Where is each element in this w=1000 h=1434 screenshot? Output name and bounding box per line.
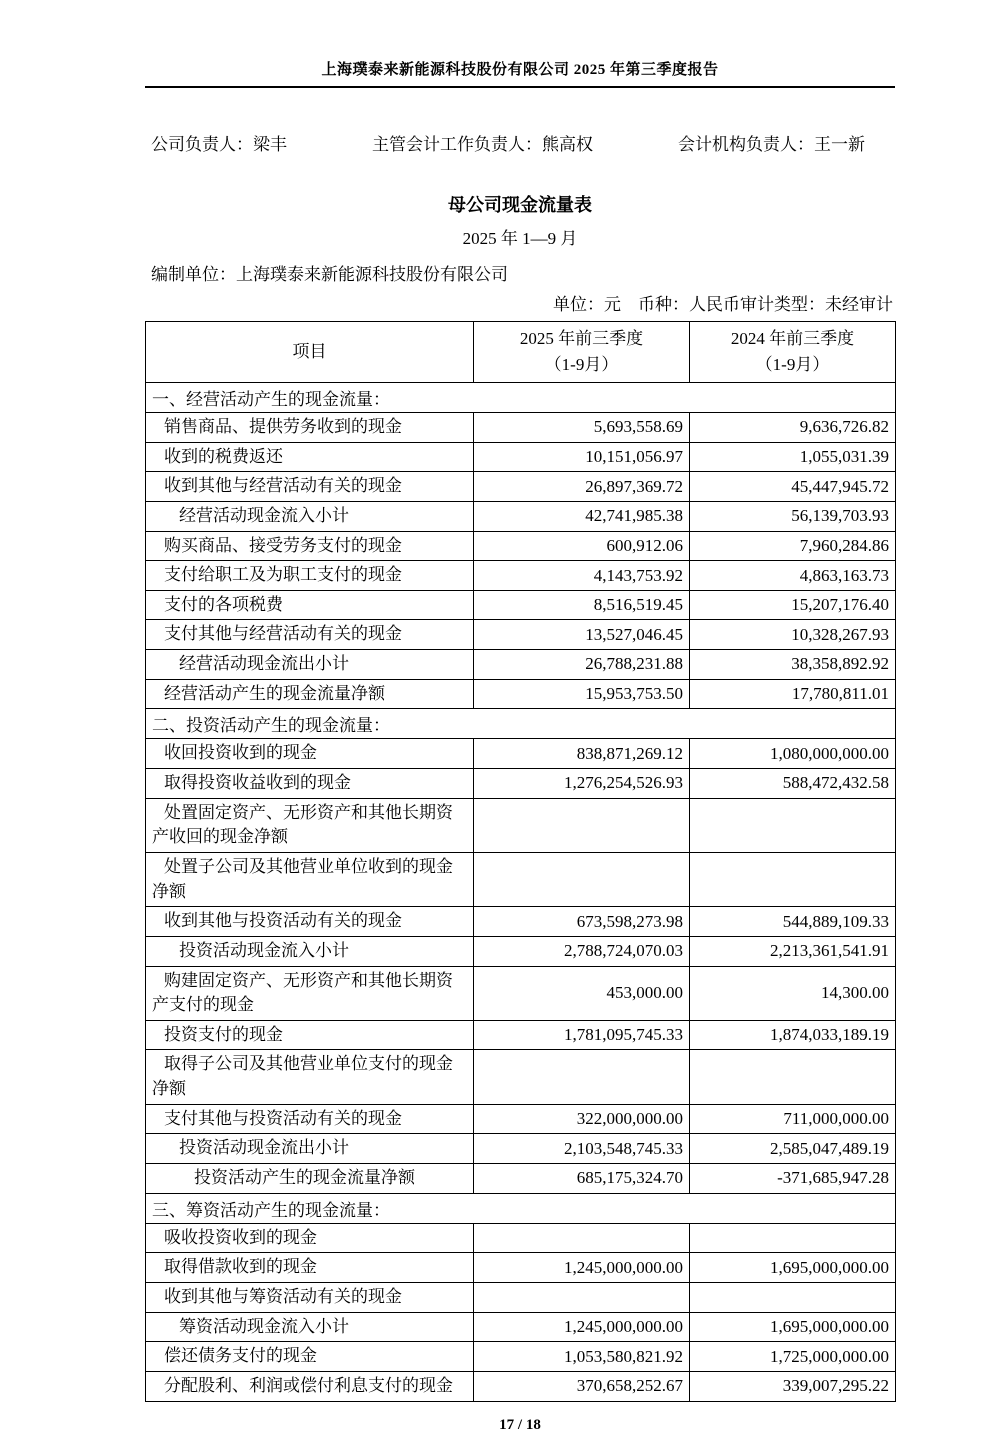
table-header-row <box>146 322 896 383</box>
value-2025-cell: 8,516,519.45 <box>474 590 690 620</box>
table-row <box>146 1134 896 1164</box>
value-2024-cell: 544,889,109.33 <box>690 907 896 937</box>
value-2025-cell: 15,953,753.50 <box>474 679 690 709</box>
value-2024-cell <box>690 1223 896 1253</box>
col-header-2025-line1: 2025 年前三季度 <box>519 328 644 348</box>
value-2025-cell: 26,788,231.88 <box>474 650 690 680</box>
value-2024-cell: 1,055,031.39 <box>690 442 896 472</box>
table-row <box>146 679 896 709</box>
value-2024-cell <box>690 798 896 852</box>
row-label-cell: 取得借款收到的现金 <box>146 1253 474 1283</box>
value-2025-cell: 685,175,324.70 <box>474 1164 690 1194</box>
row-label-cell: 收到其他与经营活动有关的现金 <box>146 472 474 502</box>
value-2024-cell: 56,139,703.93 <box>690 501 896 531</box>
value-2024-cell: 15,207,176.40 <box>690 590 896 620</box>
value-2025-cell: 600,912.06 <box>474 531 690 561</box>
value-2024-cell: 14,300.00 <box>690 966 896 1020</box>
row-label-cell: 投资活动现金流出小计 <box>146 1134 474 1164</box>
statement-title: 母公司现金流量表 <box>448 195 592 215</box>
table-row <box>146 531 896 561</box>
value-2024-cell: 17,780,811.01 <box>690 679 896 709</box>
table-row <box>146 472 896 502</box>
row-label-cell: 经营活动产生的现金流量净额 <box>146 679 474 709</box>
table-row <box>146 620 896 650</box>
value-2024-cell: 588,472,432.58 <box>690 769 896 799</box>
page-number: 17 / 18 <box>499 1416 541 1433</box>
row-label-cell: 偿还债务支付的现金 <box>146 1342 474 1372</box>
col-header-2024-line2: （1-9月） <box>755 355 830 374</box>
table-row <box>146 936 896 966</box>
row-label-cell: 投资活动产生的现金流量净额 <box>146 1164 474 1194</box>
accounting-org-head: 会计机构负责人：王一新 <box>678 135 865 154</box>
value-2025-cell <box>474 1223 690 1253</box>
table-row <box>146 907 896 937</box>
value-2025-cell: 4,143,753.92 <box>474 561 690 591</box>
row-label-cell: 筹资活动现金流入小计 <box>146 1312 474 1342</box>
col-header-2024 <box>690 322 896 383</box>
report-header-title: 上海璞泰来新能源科技股份有限公司 2025 年第三季度报告 <box>145 58 895 88</box>
value-2024-cell <box>690 1282 896 1312</box>
row-label-cell: 收到的税费返还 <box>146 442 474 472</box>
section-row <box>146 383 896 413</box>
value-2025-cell: 370,658,252.67 <box>474 1371 690 1401</box>
row-label-cell: 支付的各项税费 <box>146 590 474 620</box>
value-2025-cell: 673,598,273.98 <box>474 907 690 937</box>
row-label-cell: 经营活动现金流入小计 <box>146 501 474 531</box>
value-2024-cell: 711,000,000.00 <box>690 1104 896 1134</box>
value-2024-cell: 4,863,163.73 <box>690 561 896 591</box>
row-label-cell: 购建固定资产、无形资产和其他长期资产支付的现金 <box>146 966 474 1020</box>
value-2024-cell: 339,007,295.22 <box>690 1371 896 1401</box>
value-2024-cell: 45,447,945.72 <box>690 472 896 502</box>
value-2025-cell <box>474 1050 690 1104</box>
col-header-2025-line2: （1-9月） <box>544 355 619 374</box>
table-row <box>146 590 896 620</box>
row-label-cell: 收回投资收到的现金 <box>146 739 474 769</box>
table-row <box>146 1342 896 1372</box>
value-2025-cell <box>474 1282 690 1312</box>
row-label-cell: 收到其他与投资活动有关的现金 <box>146 907 474 937</box>
table-row <box>146 852 896 906</box>
value-2024-cell: 1,874,033,189.19 <box>690 1020 896 1050</box>
value-2024-cell: 2,585,047,489.19 <box>690 1134 896 1164</box>
row-label-cell: 销售商品、提供劳务收到的现金 <box>146 413 474 443</box>
value-2024-cell: 1,695,000,000.00 <box>690 1312 896 1342</box>
value-2024-cell: 1,725,000,000.00 <box>690 1342 896 1372</box>
table-row <box>146 1020 896 1050</box>
table-row <box>146 966 896 1020</box>
statement-period: 2025 年 1—9 月 <box>462 229 578 248</box>
company-head: 公司负责人：梁丰 <box>151 135 287 154</box>
table-row <box>146 561 896 591</box>
value-2025-cell: 1,245,000,000.00 <box>474 1312 690 1342</box>
table-row <box>146 1104 896 1134</box>
section-row <box>146 709 896 739</box>
row-label-cell: 吸收投资收到的现金 <box>146 1223 474 1253</box>
col-header-2024-line1: 2024 年前三季度 <box>730 328 855 348</box>
value-2024-cell: -371,685,947.28 <box>690 1164 896 1194</box>
row-label-cell: 支付其他与投资活动有关的现金 <box>146 1104 474 1134</box>
value-2025-cell: 2,788,724,070.03 <box>474 936 690 966</box>
table-row <box>146 1253 896 1283</box>
table-row <box>146 1312 896 1342</box>
accounting-head: 主管会计工作负责人：熊高权 <box>372 135 593 154</box>
value-2025-cell: 13,527,046.45 <box>474 620 690 650</box>
value-2025-cell: 1,781,095,745.33 <box>474 1020 690 1050</box>
section-label: 一、经营活动产生的现金流量： <box>146 383 896 413</box>
table-row <box>146 1371 896 1401</box>
table-row <box>146 1050 896 1104</box>
col-header-item <box>146 322 474 383</box>
table-row <box>146 798 896 852</box>
row-label-cell: 分配股利、利润或偿付利息支付的现金 <box>146 1371 474 1401</box>
table-row <box>146 1282 896 1312</box>
value-2025-cell: 322,000,000.00 <box>474 1104 690 1134</box>
value-2025-cell: 838,871,269.12 <box>474 739 690 769</box>
value-2025-cell: 1,245,000,000.00 <box>474 1253 690 1283</box>
row-label-cell: 收到其他与筹资活动有关的现金 <box>146 1282 474 1312</box>
value-2025-cell <box>474 852 690 906</box>
value-2025-cell: 26,897,369.72 <box>474 472 690 502</box>
col-header-2025 <box>474 322 690 383</box>
section-label: 二、投资活动产生的现金流量： <box>146 709 896 739</box>
value-2024-cell: 2,213,361,541.91 <box>690 936 896 966</box>
value-2024-cell: 10,328,267.93 <box>690 620 896 650</box>
value-2024-cell: 1,080,000,000.00 <box>690 739 896 769</box>
table-row <box>146 501 896 531</box>
value-2025-cell: 10,151,056.97 <box>474 442 690 472</box>
unit-currency-line: 单位：元 币种：人民币审计类型：未经审计 <box>553 295 893 314</box>
table-row <box>146 442 896 472</box>
table-row <box>146 650 896 680</box>
value-2025-cell: 1,053,580,821.92 <box>474 1342 690 1372</box>
row-label-cell: 取得投资收益收到的现金 <box>146 769 474 799</box>
row-label-cell: 取得子公司及其他营业单位支付的现金净额 <box>146 1050 474 1104</box>
table-row <box>146 413 896 443</box>
value-2025-cell <box>474 798 690 852</box>
value-2025-cell: 5,693,558.69 <box>474 413 690 443</box>
value-2025-cell: 42,741,985.38 <box>474 501 690 531</box>
value-2025-cell: 1,276,254,526.93 <box>474 769 690 799</box>
value-2025-cell: 2,103,548,745.33 <box>474 1134 690 1164</box>
row-label-cell: 处置固定资产、无形资产和其他长期资产收回的现金净额 <box>146 798 474 852</box>
row-label-cell: 投资活动现金流入小计 <box>146 936 474 966</box>
row-label-cell: 支付其他与经营活动有关的现金 <box>146 620 474 650</box>
section-row <box>146 1193 896 1223</box>
value-2024-cell: 7,960,284.86 <box>690 531 896 561</box>
value-2024-cell: 1,695,000,000.00 <box>690 1253 896 1283</box>
col-header-item-label: 项目 <box>292 341 327 361</box>
row-label-cell: 处置子公司及其他营业单位收到的现金净额 <box>146 852 474 906</box>
section-label: 三、筹资活动产生的现金流量： <box>146 1193 896 1223</box>
table-row <box>146 1164 896 1194</box>
page-content <box>145 0 895 1434</box>
value-2024-cell <box>690 852 896 906</box>
table-row <box>146 1223 896 1253</box>
value-2025-cell: 453,000.00 <box>474 966 690 1020</box>
cashflow-table <box>145 321 896 1402</box>
value-2024-cell: 38,358,892.92 <box>690 650 896 680</box>
prepared-by-line: 编制单位：上海璞泰来新能源科技股份有限公司 <box>151 265 508 284</box>
value-2024-cell <box>690 1050 896 1104</box>
table-row <box>146 769 896 799</box>
value-2024-cell: 9,636,726.82 <box>690 413 896 443</box>
cashflow-table-body <box>146 383 896 1402</box>
row-label-cell: 经营活动现金流出小计 <box>146 650 474 680</box>
row-label-cell: 支付给职工及为职工支付的现金 <box>146 561 474 591</box>
row-label-cell: 投资支付的现金 <box>146 1020 474 1050</box>
signers-row <box>145 130 895 155</box>
table-row <box>146 739 896 769</box>
row-label-cell: 购买商品、接受劳务支付的现金 <box>146 531 474 561</box>
